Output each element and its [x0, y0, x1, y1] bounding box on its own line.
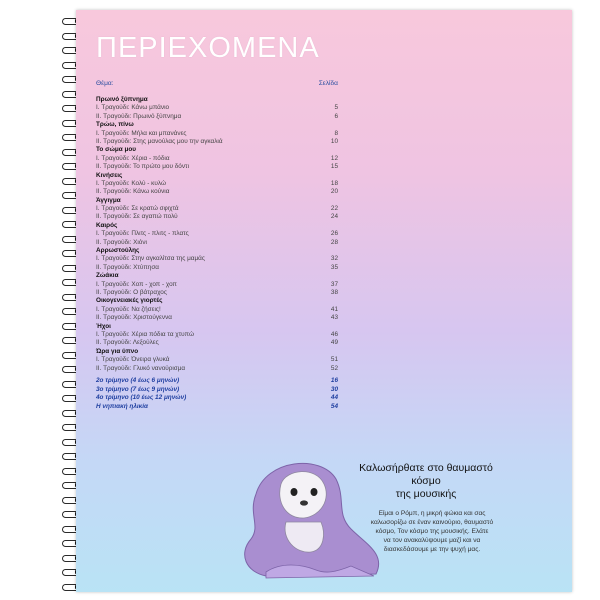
toc-sections	[96, 96, 338, 373]
song-entry-page: 38	[330, 288, 338, 296]
song-entry-page: 12	[330, 154, 338, 162]
song-entry-page: 6	[334, 112, 338, 120]
song-entry-label: II. Τραγούδι: Λεξούλες	[96, 339, 159, 347]
song-entry-page: 18	[330, 179, 338, 187]
song-entry-page: 15	[330, 163, 338, 171]
period-entry-page: 44	[330, 394, 338, 402]
song-entry	[96, 339, 338, 347]
intro-paragraph	[332, 509, 532, 554]
song-entry-page: 35	[330, 263, 338, 271]
song-entry	[96, 281, 338, 289]
song-entry-label: II. Τραγούδι: Στης μανούλας μου την αγκαλιά	[96, 137, 223, 145]
song-entry	[96, 306, 338, 314]
table-of-contents	[96, 80, 338, 412]
song-entry-page: 5	[334, 104, 338, 112]
section-title-label: Κινήσεις	[96, 171, 123, 179]
song-entry-label: II. Τραγούδι: Χιόνι	[96, 238, 147, 246]
song-entry-page: 32	[330, 255, 338, 263]
song-entry	[96, 113, 338, 121]
period-entry	[96, 386, 338, 395]
contents-page	[76, 10, 572, 592]
song-entry	[96, 138, 338, 146]
song-entry-label: I. Τραγούδι: Να ζήσεις!	[96, 305, 161, 313]
section-title	[96, 272, 338, 280]
period-entry	[96, 394, 338, 403]
song-entry-label: II. Τραγούδι: Κάνω κούνια	[96, 188, 170, 196]
song-entry	[96, 239, 338, 247]
song-entry-page: 37	[330, 280, 338, 288]
period-entry-label: Η νηπιακή ηλικία	[96, 403, 149, 411]
song-entry-label: II. Τραγούδι: Χριστούγεννα	[96, 314, 172, 322]
section-title	[96, 348, 338, 356]
song-entry-label: I. Τραγούδι: Χέρια - πόδια	[96, 154, 170, 162]
section-title	[96, 323, 338, 331]
song-entry-label: II. Τραγούδι: Γλυκό νανούρισμα	[96, 364, 186, 372]
song-entry-page: 46	[330, 330, 338, 338]
song-entry	[96, 314, 338, 322]
period-entry-label: 4ο τρίμηνο (10 έως 12 μηνών)	[96, 394, 187, 402]
song-entry-label: I. Τραγούδι: Σε κρατώ σφιχτά	[96, 205, 179, 213]
welcome-heading	[326, 462, 526, 501]
period-entry-page: 16	[330, 376, 338, 384]
welcome-line-3: της μουσικής	[395, 488, 457, 500]
period-entry-label: 2ο τρίμηνο (4 έως 6 μηνών)	[96, 376, 180, 384]
section-title-label: Ζώάκια	[96, 272, 119, 280]
page-title: ΠΕΡΙΕΧΟΜΕΝΑ	[96, 32, 320, 64]
song-entry-label: II. Τραγούδι: Το πρώτο μου δόντι	[96, 163, 189, 171]
intro-line-4: να τον ανακαλύψουμε μαζί και να	[383, 537, 481, 544]
song-entry-page: 51	[330, 356, 338, 364]
song-entry	[96, 356, 338, 364]
period-entry-label: 3ο τρίμηνο (7 έως 9 μηνών)	[96, 385, 180, 393]
song-entry-label: II. Τραγούδι: Πρωινό ξύπνημα	[96, 112, 182, 120]
section-title	[96, 222, 338, 230]
section-title-label: Οικογενειακές γιορτές	[96, 297, 163, 305]
toc-periods	[96, 377, 338, 412]
song-entry	[96, 104, 338, 112]
song-entry-label: I. Τραγούδι: Χέρια πόδια τα χτυπώ	[96, 330, 194, 338]
section-title	[96, 146, 338, 154]
song-entry-page: 20	[330, 188, 338, 196]
song-entry-page: 10	[330, 137, 338, 145]
song-entry-page: 41	[330, 305, 338, 313]
song-entry	[96, 188, 338, 196]
song-entry	[96, 163, 338, 171]
song-entry-page: 26	[330, 230, 338, 238]
song-entry-label: I. Τραγούδι: Μήλα και μπανάνες	[96, 129, 187, 137]
song-entry-label: I. Τραγούδι: Χοπ - χοπ - χοπ	[96, 280, 177, 288]
song-entry-page: 8	[334, 129, 338, 137]
song-entry-label: I. Τραγούδι: Κάνω μπάνιο	[96, 104, 170, 112]
section-title-label: Πρωινό ξύπνημα	[96, 96, 148, 103]
song-entry	[96, 264, 338, 272]
section-title-label: Τρώω, πίνω	[96, 121, 134, 129]
song-entry-label: II. Τραγούδι: Ο βάτραχος	[96, 288, 167, 296]
song-entry	[96, 213, 338, 221]
period-entry-page: 30	[330, 385, 338, 393]
song-entry	[96, 289, 338, 297]
welcome-line-1: Καλωσήρθατε στο θαυμαστό	[359, 462, 493, 474]
song-entry-page: 52	[330, 364, 338, 372]
song-entry-label: II. Τραγούδι: Σε αγαπώ πολύ	[96, 213, 178, 221]
song-entry-page: 28	[330, 238, 338, 246]
song-entry-page: 49	[330, 339, 338, 347]
song-entry	[96, 130, 338, 138]
theme-column-label: Θέμα:	[96, 80, 114, 87]
section-title-label: Το σώμα μου	[96, 146, 137, 154]
section-title-label: Άγγιγμα	[96, 196, 121, 204]
section-title	[96, 297, 338, 305]
intro-line-3: κόσμο, Τον κόσμο της μουσικής. Ελάτε	[375, 528, 489, 535]
toc-header	[96, 80, 338, 91]
section-title-label: Ώρα για ύπνο	[96, 347, 139, 355]
song-entry-page: 24	[330, 213, 338, 221]
song-entry-label: I. Τραγούδι: Κολύ - κυλώ	[96, 179, 166, 187]
section-title-label: Αρρωστούλης	[96, 247, 140, 255]
song-entry-label: I. Τραγούδι: Όνειρα γλυκά	[96, 356, 170, 364]
intro-line-5: διασκεδάσουμε με την ψυχή μας.	[383, 546, 481, 553]
period-entry-page: 54	[330, 403, 338, 411]
song-entry-page: 43	[330, 314, 338, 322]
song-entry	[96, 365, 338, 373]
period-entry	[96, 403, 338, 412]
period-entry	[96, 377, 338, 386]
song-entry	[96, 155, 338, 163]
intro-line-2: καλωσορίζω σε έναν καινούριο, θαυμαστό	[370, 519, 494, 526]
song-entry-page: 22	[330, 205, 338, 213]
section-title-label: Ήχοι	[96, 322, 111, 330]
song-entry	[96, 230, 338, 238]
intro-line-1: Είμαι ο Ρόμπ, η μικρή φώκια και σας	[378, 510, 486, 517]
song-entry-label: I. Τραγούδι: Πλιτς - πλιτς - πλατς	[96, 230, 189, 238]
section-title-label: Καιρός	[96, 221, 118, 229]
song-entry-label: II. Τραγούδι: Χτύπησα	[96, 263, 159, 271]
page-column-label: Σελίδα	[318, 80, 338, 87]
section-title	[96, 121, 338, 129]
welcome-line-2: κόσμο	[411, 475, 441, 487]
section-title	[96, 172, 338, 180]
song-entry-label: I. Τραγούδι: Στην αγκαλίτσα της μαμάς	[96, 255, 205, 263]
song-entry	[96, 255, 338, 263]
section-title	[96, 197, 338, 205]
